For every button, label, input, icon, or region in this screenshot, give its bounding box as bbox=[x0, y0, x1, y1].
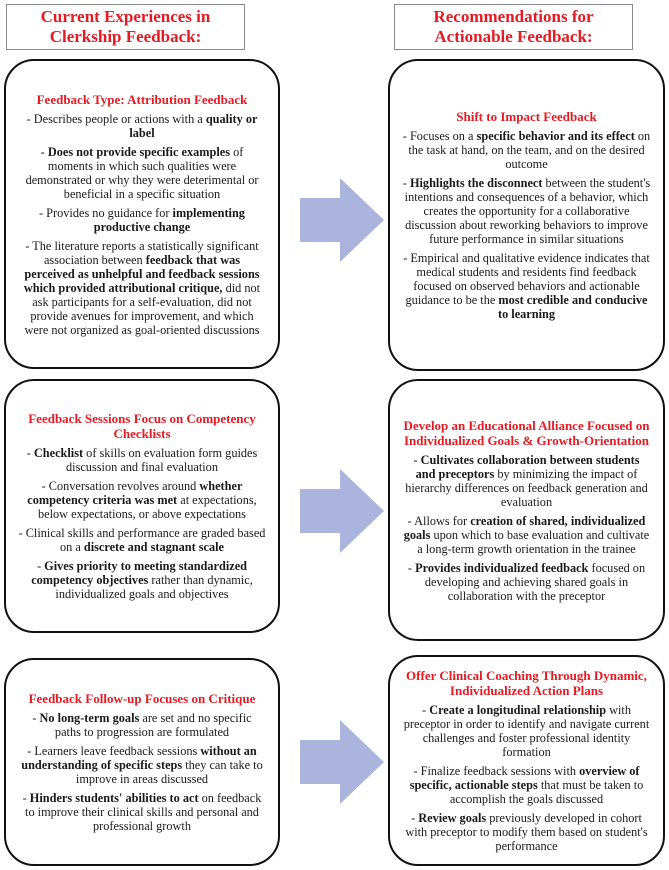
bullet-item bbox=[18, 479, 266, 521]
bold-text: Gives priority to meeting standardized competency objectives bbox=[31, 559, 248, 587]
bullet-item bbox=[18, 559, 266, 601]
text: - Finalize feedback sessions with bbox=[413, 764, 580, 778]
bold-text: Create a longitudinal relationship bbox=[429, 703, 607, 717]
text: focused on developing and achieving shared goals in collaboration with the preceptor bbox=[424, 560, 646, 603]
text: at expectations, below expectations, or above expectations bbox=[38, 493, 257, 521]
text: did not ask participants for a self-evaluation, did not provide avenues for improvement, and which were not organized as goal-oriented discussions bbox=[24, 280, 261, 337]
box-title: Shift to Impact Feedback bbox=[456, 109, 597, 124]
text: - Empirical and qualitative evidence indicates that medical students and residents find feedback focused on observed behaviors and actionable guidance to be the bbox=[403, 251, 650, 307]
bold-text: Review goals bbox=[418, 811, 487, 825]
box-follow-up-critique bbox=[4, 658, 280, 866]
header-current-experiences: Current Experiences in Clerkship Feedback: bbox=[6, 4, 245, 50]
bold-text: specific behavior and its effect bbox=[476, 129, 635, 143]
box-title: Feedback Type: Attribution Feedback bbox=[36, 91, 248, 107]
text: - bbox=[22, 791, 30, 805]
text: - bbox=[407, 560, 416, 575]
box-title: Feedback Sessions Focus on Competency Checklists bbox=[28, 411, 256, 441]
bold-text: most credible and conducive to learning bbox=[497, 293, 648, 321]
header-recommendations: Recommendations for Actionable Feedback: bbox=[394, 4, 633, 50]
text: that must be taken to accomplish the goals discussed bbox=[449, 778, 644, 806]
arrow-right-icon bbox=[300, 469, 384, 553]
bullet-item bbox=[402, 251, 651, 321]
text: rather than dynamic, individualized goals and objectives bbox=[55, 573, 253, 601]
bold-text: Hinders students' abilities to act bbox=[29, 791, 199, 805]
bullet-item bbox=[18, 112, 266, 140]
bullet-item bbox=[18, 446, 266, 474]
bullet-item bbox=[18, 206, 266, 234]
box-attribution-feedback bbox=[4, 59, 280, 369]
bullet-item bbox=[18, 744, 266, 786]
bullet-item bbox=[402, 176, 651, 246]
bold-text: implementing productive change bbox=[93, 205, 245, 234]
box-title: Develop an Educational Alliance Focused on Individualized Goals & Growth-Orientation bbox=[403, 417, 650, 448]
text: - Clinical skills and performance are graded based on a bbox=[18, 526, 266, 554]
bold-text: Cultivates collaboration between students and preceptors bbox=[415, 452, 640, 481]
arrow-right-icon bbox=[300, 720, 384, 804]
text: on feedback to improve their clinical skills and personal and professional growth bbox=[25, 791, 262, 833]
text: by minimizing the impact of hierarchy differences on feedback generation and evaluation bbox=[405, 466, 648, 509]
box-title: Offer Clinical Coaching Through Dynamic, Individualized Action Plans bbox=[406, 668, 647, 698]
text: - bbox=[26, 446, 34, 460]
bullet-item bbox=[18, 526, 266, 554]
bold-text: without an understanding of specific steps bbox=[21, 744, 257, 772]
bullet-item bbox=[18, 711, 266, 739]
bold-text: quality or label bbox=[129, 111, 258, 140]
text: between the student's intentions and consequences of a behavior, which creates the opportunity for a collaborative discussion about reworking behaviors to improve future performance in similar situations bbox=[404, 176, 651, 246]
text: - bbox=[411, 811, 419, 825]
text: - bbox=[40, 144, 48, 159]
box-title: Feedback Follow-up Focuses on Critique bbox=[28, 691, 256, 706]
text: - Allows for bbox=[407, 513, 471, 528]
box-clinical-coaching bbox=[388, 655, 665, 866]
bullet-item bbox=[402, 453, 651, 509]
text: - Provides no guidance for bbox=[39, 205, 173, 220]
bullet-item bbox=[402, 811, 651, 853]
box-educational-alliance bbox=[388, 379, 665, 641]
text: previously developed in cohort with preceptor to modify them based on student's performance bbox=[405, 811, 648, 853]
bold-text: creation of shared, individualized goals bbox=[403, 513, 646, 542]
arrow-right-icon bbox=[300, 178, 384, 262]
bullet-item bbox=[402, 514, 651, 556]
box-competency-checklists bbox=[4, 379, 280, 633]
text: - Focuses on a bbox=[402, 129, 477, 143]
bullet-item bbox=[402, 703, 651, 759]
bold-text: Provides individualized feedback bbox=[415, 560, 589, 575]
text: are set and no specific paths to progression are formulated bbox=[54, 711, 252, 739]
text: - bbox=[422, 703, 430, 717]
bullet-item bbox=[402, 764, 651, 806]
text: - bbox=[402, 176, 410, 190]
text: of skills on evaluation form guides discussion and final evaluation bbox=[66, 446, 258, 474]
text: - bbox=[413, 452, 421, 467]
text: - bbox=[32, 711, 40, 725]
text: - Conversation revolves around bbox=[41, 479, 200, 493]
bullet-item bbox=[18, 791, 266, 833]
bullet-item bbox=[18, 145, 266, 201]
bold-text: feedback that was perceived as unhelpful and feedback sessions which provided attributional critique, bbox=[23, 252, 260, 295]
text: with preceptor in order to identify and navigate current challenges and foster professional identity formation bbox=[403, 703, 650, 759]
bold-text: Checklist bbox=[33, 446, 84, 460]
bullet-item bbox=[18, 239, 266, 337]
bold-text: Does not provide specific examples bbox=[47, 144, 230, 159]
text: - Describes people or actions with a bbox=[26, 111, 206, 126]
text: - Learners leave feedback sessions bbox=[27, 744, 201, 758]
box-impact-feedback bbox=[388, 59, 665, 371]
bold-text: overview of specific, actionable steps bbox=[409, 764, 640, 792]
bold-text: whether competency criteria was met bbox=[27, 479, 243, 507]
bullet-item bbox=[402, 129, 651, 171]
bold-text: No long-term goals bbox=[39, 711, 140, 725]
bold-text: Highlights the disconnect bbox=[409, 176, 543, 190]
text: they can take to improve in areas discussed bbox=[75, 758, 263, 786]
text: of moments in which such qualities were demonstrated or why they were deterimental or beneficial in a specific situation bbox=[25, 144, 259, 201]
bullet-item bbox=[402, 561, 651, 603]
text: - bbox=[36, 559, 45, 573]
text: on the task at hand, on the team, and on the desired outcome bbox=[408, 129, 651, 171]
text: - The literature reports a statistically significant association between bbox=[25, 238, 259, 267]
text: upon which to base evaluation and cultivate a long-term growth orientation in the trainee bbox=[417, 527, 650, 556]
bold-text: discrete and stagnant scale bbox=[83, 540, 225, 554]
